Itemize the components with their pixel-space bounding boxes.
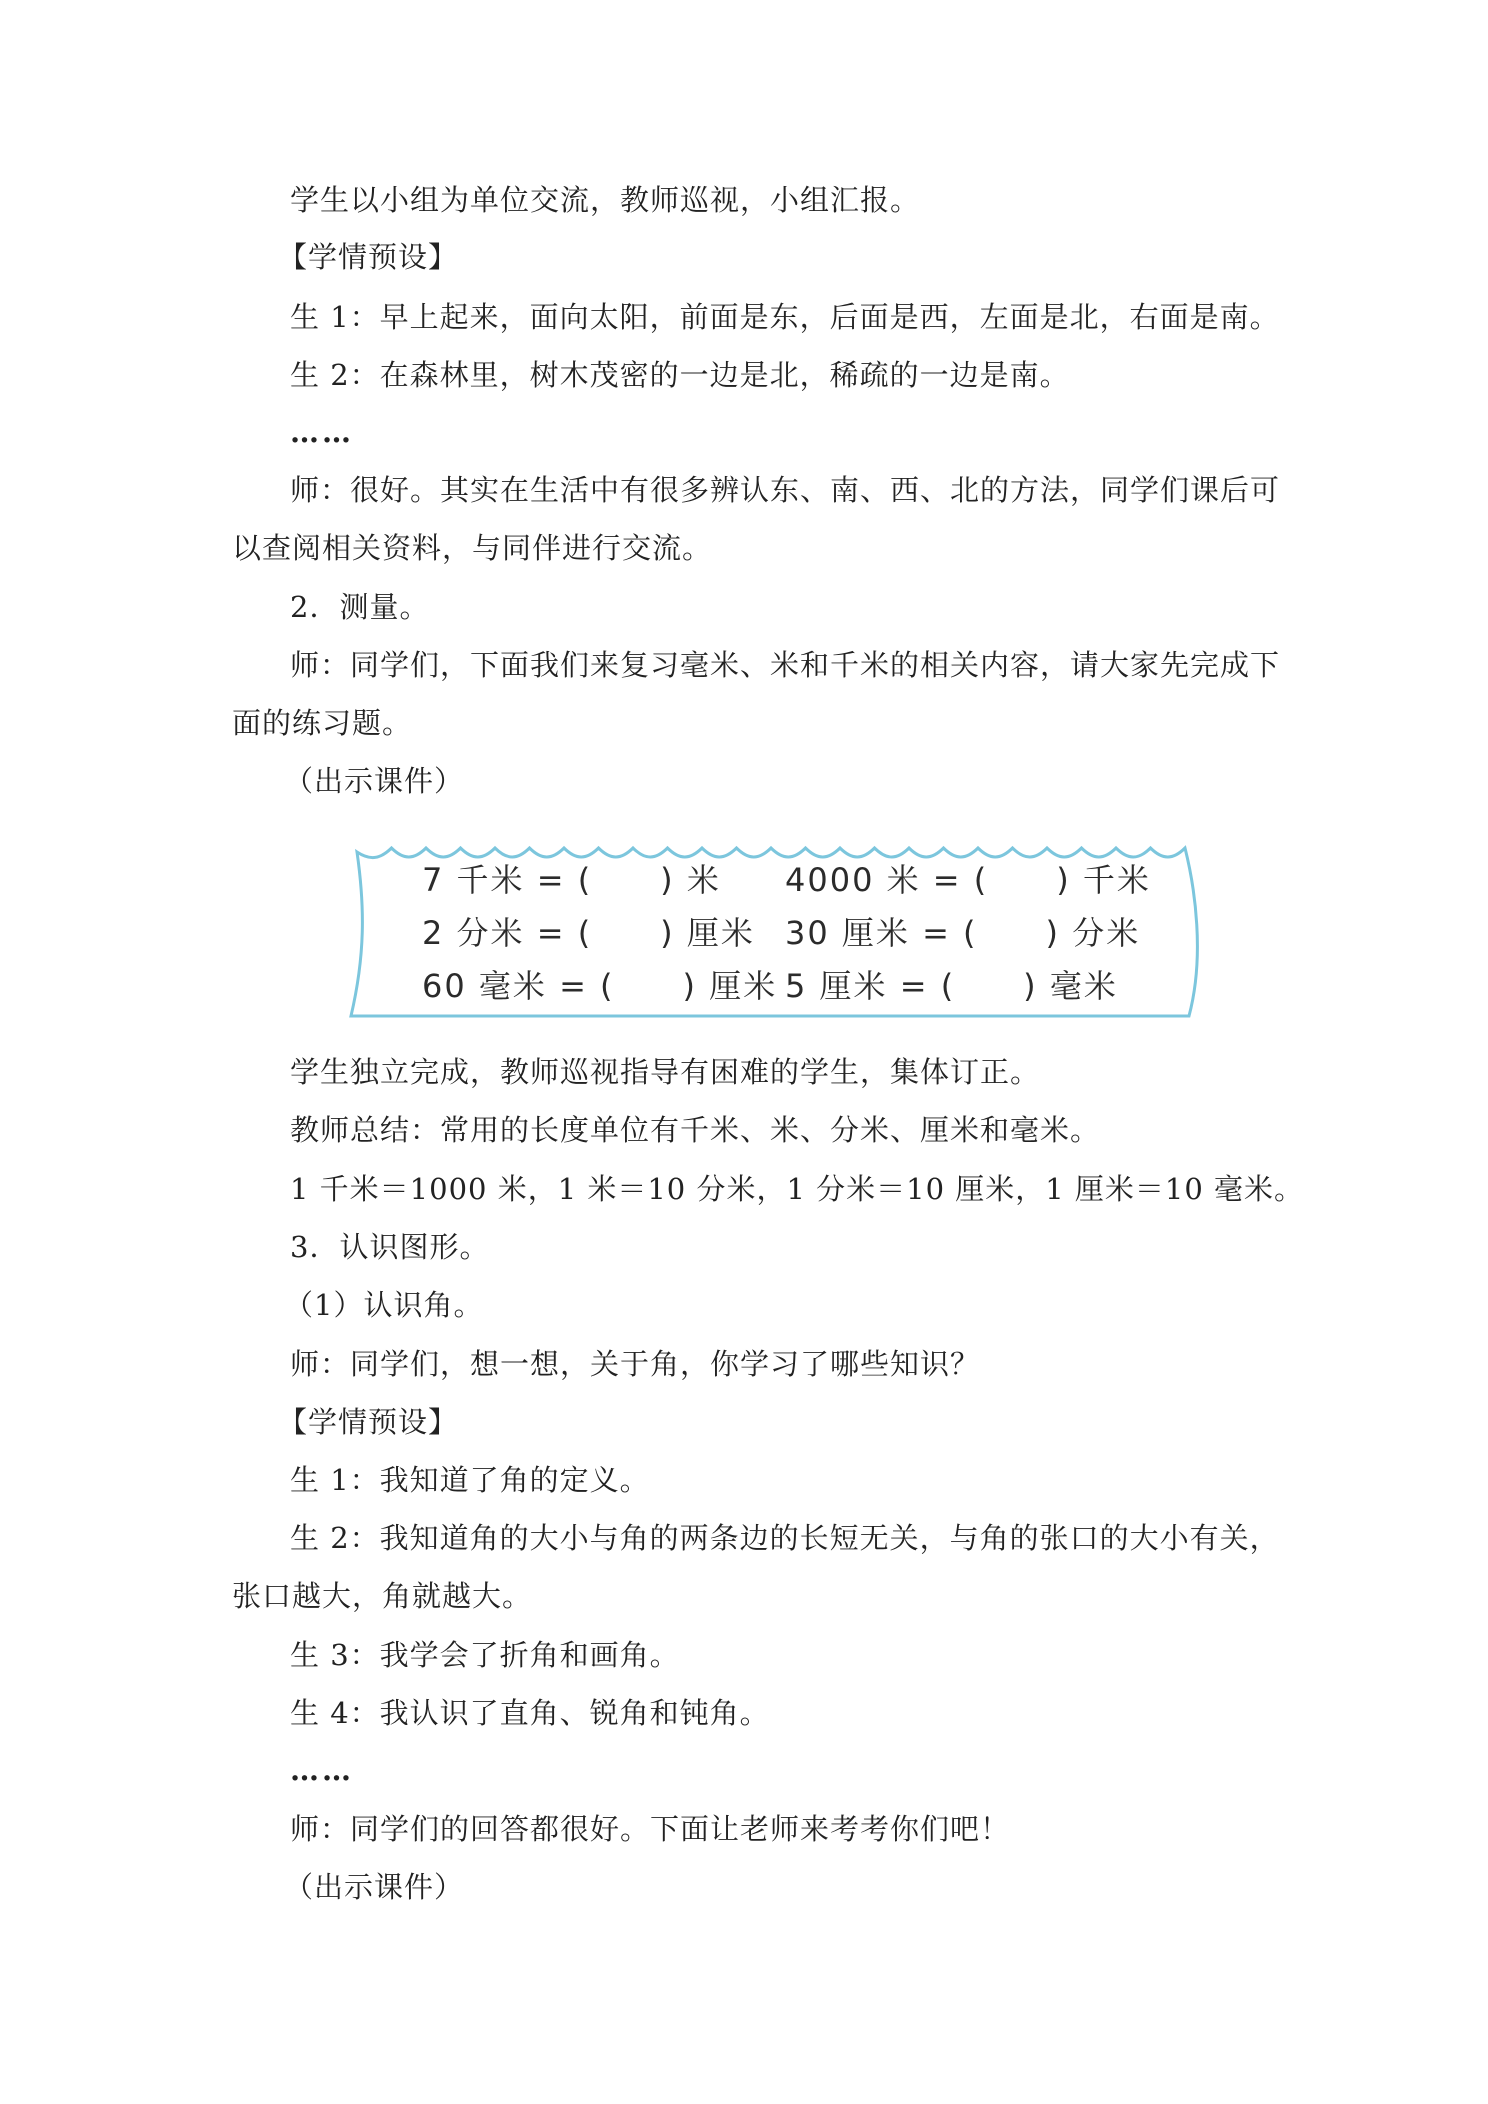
section-label: 【学情预设】 — [278, 1405, 459, 1439]
line: 学生独立完成，教师巡视指导有困难的学生，集体订正。 — [290, 1055, 1041, 1089]
exercise-card — [345, 838, 1205, 1028]
exercise-item: 30 厘米 = ( ) 分米 — [785, 914, 1141, 952]
line: （1）认识角。 — [284, 1288, 484, 1322]
line: 师：同学们的回答都很好。下面让老师来考考你们吧！ — [290, 1812, 1011, 1846]
section-label: 【学情预设】 — [278, 240, 459, 274]
line: 张口越大，角就越大。 — [232, 1579, 533, 1613]
exercise-item: 5 厘米 = ( ) 毫米 — [785, 967, 1118, 1005]
line: 生 2：在森林里，树木茂密的一边是北，稀疏的一边是南。 — [290, 358, 1070, 392]
line: （出示课件） — [284, 764, 465, 798]
line: 师：同学们，下面我们来复习毫米、米和千米的相关内容，请大家先完成下 — [290, 648, 1281, 682]
line: 教师总结：常用的长度单位有千米、米、分米、厘米和毫米。 — [290, 1113, 1101, 1147]
exercise-item: 2 分米 = ( ) 厘米 — [422, 914, 755, 952]
line: 生 3：我学会了折角和画角。 — [290, 1638, 680, 1672]
line: 面的练习题。 — [232, 706, 413, 740]
line: （出示课件） — [284, 1870, 465, 1904]
line: 生 2：我知道角的大小与角的两条边的长短无关，与角的张口的大小有关， — [290, 1521, 1280, 1555]
line: 以查阅相关资料，与同伴进行交流。 — [232, 531, 713, 565]
line: 学生以小组为单位交流，教师巡视，小组汇报。 — [290, 183, 921, 217]
exercise-item: 7 千米 = ( ) 米 — [422, 861, 721, 899]
line: 生 1：早上起来，面向太阳，前面是东，后面是西，左面是北，右面是南。 — [290, 300, 1280, 334]
exercise-item: 4000 米 = ( ) 千米 — [785, 861, 1151, 899]
line: 生 1：我知道了角的定义。 — [290, 1463, 650, 1497]
line: 生 4：我认识了直角、锐角和钝角。 — [290, 1696, 770, 1730]
ellipsis: …… — [290, 1753, 354, 1787]
line: 2．测量。 — [290, 590, 430, 624]
line: 师：很好。其实在生活中有很多辨认东、南、西、北的方法，同学们课后可 — [290, 473, 1281, 507]
line: 师：同学们，想一想，关于角，你学习了哪些知识？ — [290, 1347, 981, 1381]
line: 3．认识图形。 — [290, 1230, 490, 1264]
exercise-item: 60 毫米 = ( ) 厘米 — [422, 967, 778, 1005]
line: 1 千米＝1000 米，1 米＝10 分米，1 分米＝10 厘米，1 厘米＝10 毫米。 — [290, 1172, 1305, 1206]
ellipsis: …… — [290, 415, 354, 449]
